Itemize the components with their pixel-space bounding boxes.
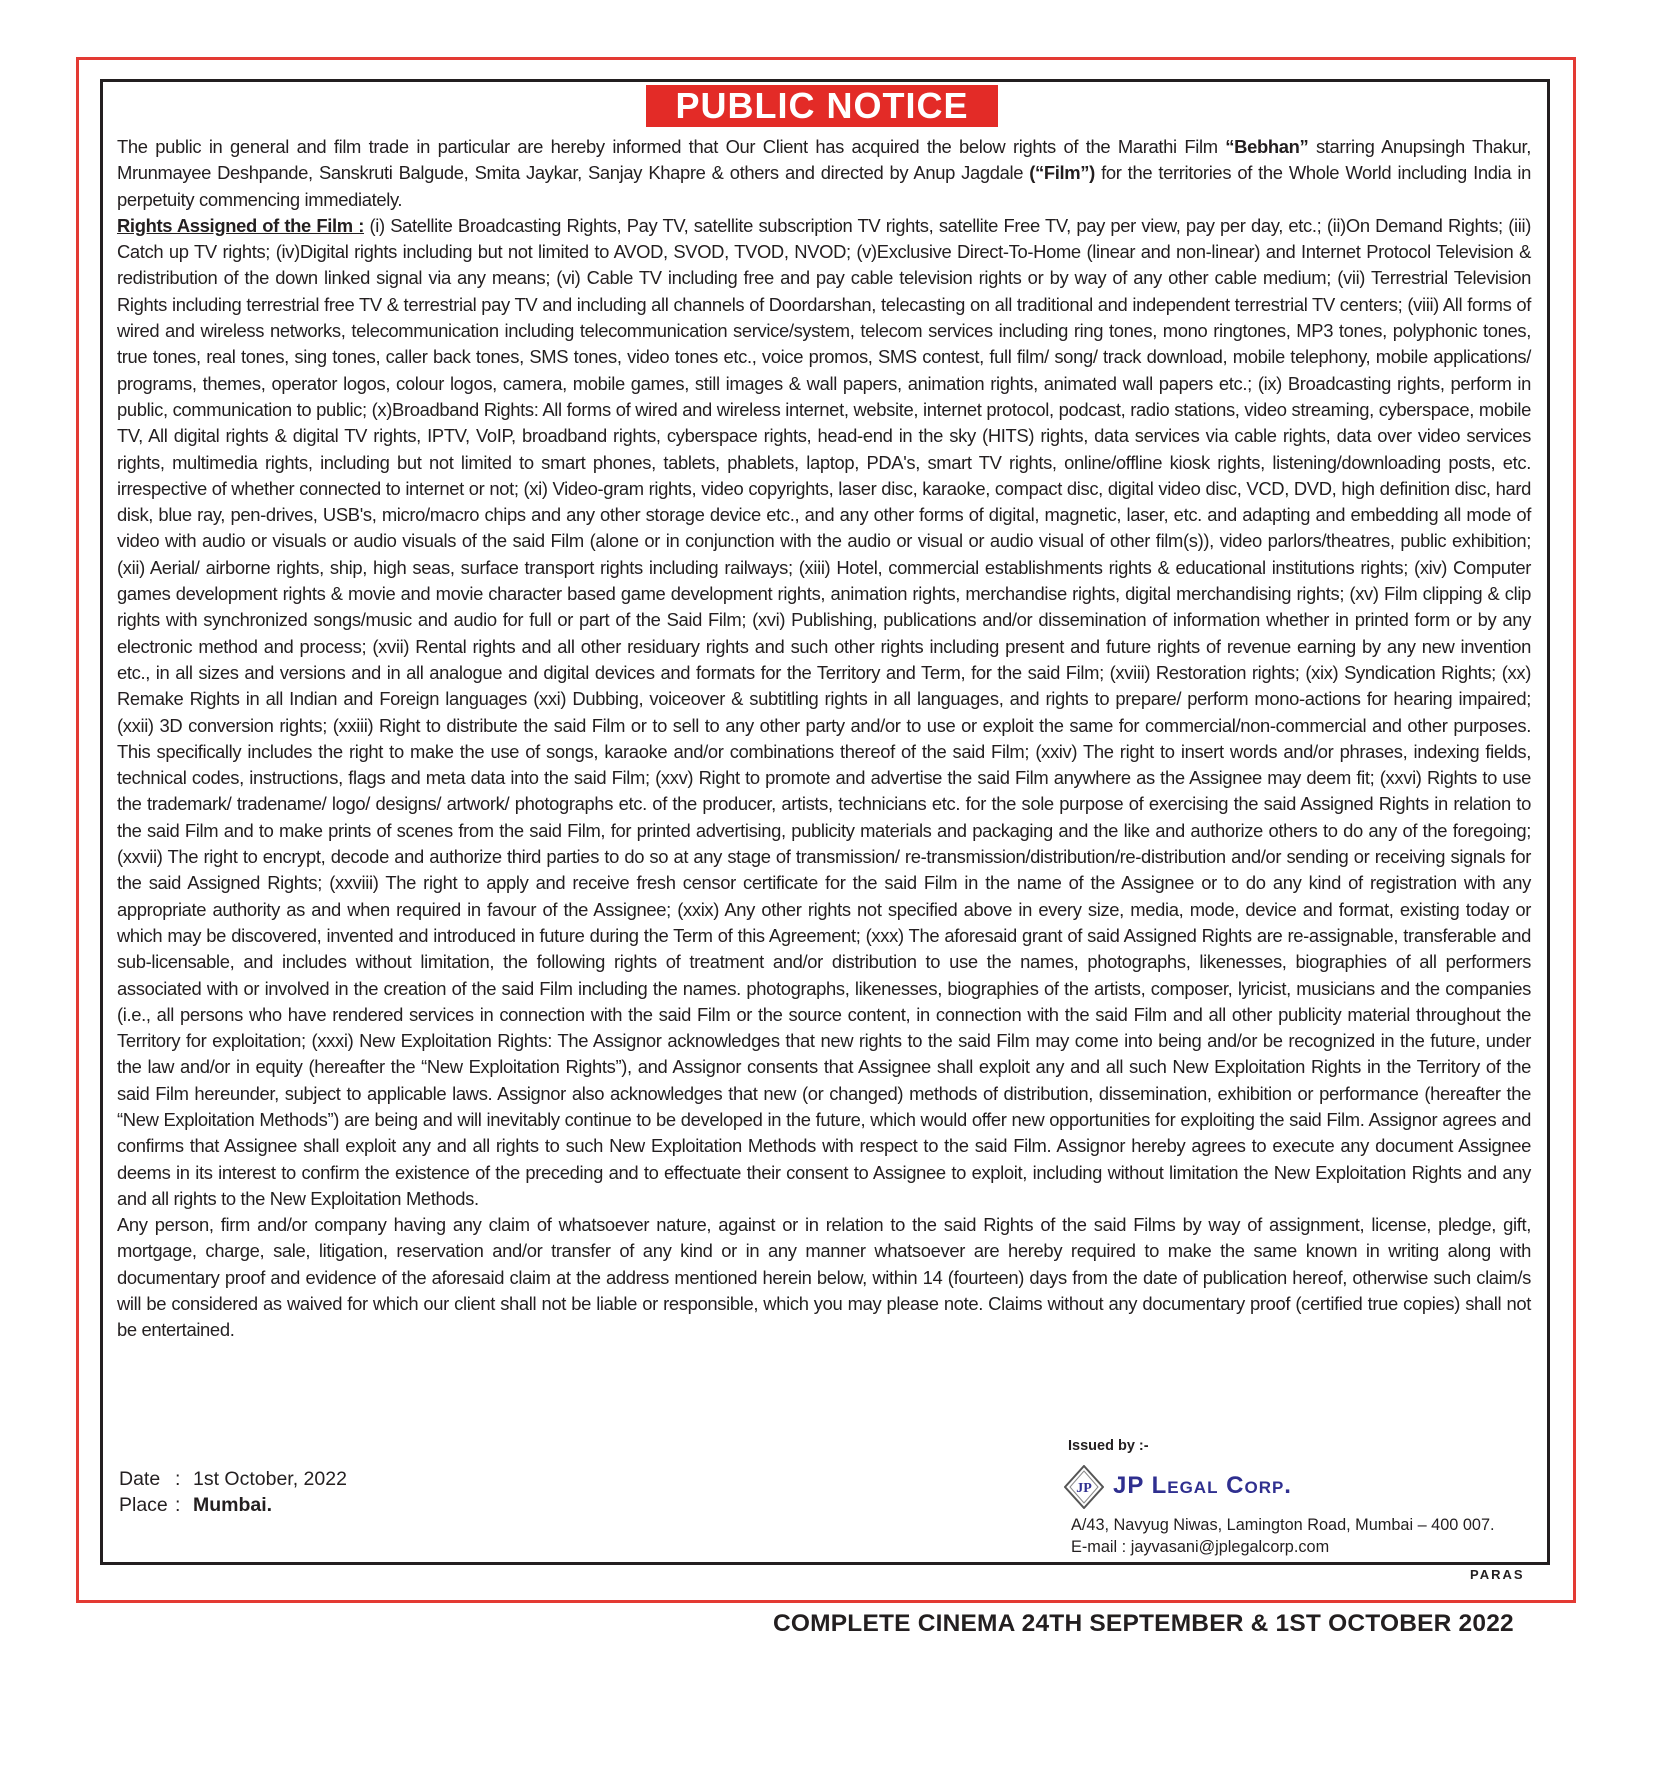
place-line: [119, 1492, 272, 1518]
rights-text: (i) Satellite Broadcasting Rights, Pay TV, satellite subscription TV rights, satellite Free TV, pay per view, pay per day, etc.; (ii)On Demand Rights; (iii) Catch up TV rights; (iv)Digital rights including but not limited to AVOD, SVOD, TVOD, NVOD; (v)Exclusive Direct-To-Home (linear and non-linear) and Internet Protocol Television & redistribution of the down linked signal via any means; (vi) Cable TV including free and pay cable television rights or by way of any other cable medium; (vii) Terrestrial Television Rights including terrestrial free TV & terrestrial pay TV and including all channels of Doordarshan, telecasting on all traditional and independent terrestrial TV centers; (viii) All forms of wired and wireless networks, telecommunication including telecommunication service/system, telecom services including ring tones, mono ringtones, MP3 tones, polyphonic tones, true tones, real tones, sing tones, caller back tones, SMS tones, video tones etc., voice promos, SMS contest, full film/ song/ track download, mobile telephony, mobile applications/ programs, themes, operator logos, colour logos, camera, mobile games, still images & wall papers, animation rights, animated wall papers etc.; (ix) Broadcasting rights, perform in public, communication to public; (x)Broadband Rights: All forms of wired and wireless internet, website, internet protocol, podcast, radio stations, video streaming, cyberspace, mobile TV, All digital rights & digital TV rights, IPTV, VoIP, broadband rights, cyberspace rights, head-end in the sky (HITS) rights, data services via cable rights, data over video services rights, multimedia rights, including but not limited to smart phones, tablets, phablets, laptop, PDA's, smart TV rights, online/offline kiosk rights, listening/downloading posts, etc. irrespective of whether connected to internet or not; (xi) Video-gram rights, video copyrights, laser disc, karaoke, compact disc, digital video disc, VCD, DVD, high definition disc, hard disk, blue ray, pen-drives, USB's, micro/macro chips and any other storage device etc., and any other forms of digital, magnetic, laser, etc. and adapting and embedding all mode of video with audio or visuals or audio visuals of the said Film (alone or in conjunction with the audio or visual or audio visual of other film(s)), video parlors/theatres, public exhibition; (xii) Aerial/ airborne rights, ship, high seas, surface transport rights including railways; (xiii) Hotel, commercial establishments rights & educational institutions rights; (xiv) Computer games development rights & movie and movie character based game development rights, animation rights, merchandise rights, digital merchandising rights; (xv) Film clipping & clip rights with synchronized songs/music and audio for full or part of the Said Film; (xvi) Publishing, publications and/or dissemination of information whether in printed form or by any electronic method and process; (xvii) Rental rights and all other residuary rights and such other rights including present and future rights of revenue earning by any new invention etc., in all sizes and versions and in all analogue and digital devices and formats for the Territory and Term, for the said Film; (xviii) Restoration rights; (xix) Syndication Rights; (xx) Remake Rights in all Indian and Foreign languages (xxi) Dubbing, voiceover & subtitling rights in all languages, and rights to prepare/ perform mono-actions for hearing impaired; (xxii) 3D conversion rights; (xxiii) Right to distribute the said Film or to sell to any other party and/or to use or exploit the same for commercial/non-commercial and other purposes. This specifically includes the right to make the use of songs, karaoke and/or combinations thereof of the said Film; (xxiv) The right to insert words and/or phrases, indexing fields, technical codes, instructions, flags and meta data into the said Film; (xxv) Right to promote and advertise the said Film anywhere as the Assignee may deem fit; (xxvi) Rights to use the trademark/ tradename/ logo/ designs/ artwork/ photographs etc. of the producer, artists, technicians etc. for the sole purpose of exercising the said Assigned Rights in relation to the said Film and to make prints of scenes from the said Film, for printed advertising, publicity materials and packaging and the like and authorize others to do any of the foregoing; (xxvii) The right to encrypt, decode and authorize third parties to do so at any stage of transmission/ re-transmission/distribution/re-distribution and/or sending or receiving signals for the said Assigned Rights; (xxviii) The right to apply and receive fresh censor certificate for the said Film in the name of the Assignee or to do any kind of registration with any appropriate authority as and when required in favour of the Assignee; (xxix) Any other rights not specified above in every size, media, mode, device and format, existing today or which may be discovered, invented and introduced in future during the Term of this Agreement; (xxx) The aforesaid grant of said Assigned Rights are re-assignable, transferable and sub-licensable, and includes without limitation, the following rights of treatment and/or distribution to use the names, photographs, likenesses, biographies of all performers associated with or involved in the creation of the said Film including the names. photographs, likenesses, biographies of the artists, composer, lyricist, musicians and the companies (i.e., all persons who have rendered services in connection with the said Film or the source content, in connection with the said Film and all other publicity material throughout the Territory for exploitation; (xxxi) New Exploitation Rights: The Assignor acknowledges that new rights to the said Film may come into being and/or be recognized in the future, under the law and/or in equity (hereafter the “New Exploitation Rights”), and Assignor consents that Assignee shall exploit any and all such New Exploitation Rights in the Territory of the said Film hereunder, subject to applicable laws. Assignor also acknowledges that new (or changed) methods of distribution, dissemination, exhibition or performance (hereafter the “New Exploitation Methods”) are being and will inevitably continue to be developed in the future, which would offer new opportunities for exploiting the said Film. Assignor agrees and confirms that Assignee shall exploit any and all rights to such New Exploitation Methods with respect to the said Film. Assignor hereby agrees to execute any document Assignee deems in its interest to confirm the existence of the preceding and to effectuate their consent to Assignee to exploit, including without limitation the New Exploitation Rights and any and all rights to the New Exploitation Methods.: [117, 214, 1531, 1209]
designer-credit: PARAS: [1470, 1567, 1525, 1582]
date-value: 1st October, 2022: [193, 1468, 347, 1490]
rights-heading: Rights Assigned of the Film :: [117, 214, 365, 236]
place-value: Mumbai.: [193, 1494, 273, 1516]
film-tag: (“Film”): [1029, 162, 1095, 184]
date-colon: :: [175, 1468, 181, 1490]
intro-paragraph: [117, 134, 1531, 213]
intro-text-3: for the territories of the Whole World including India in perpetuity commencing immediately.: [117, 162, 1531, 210]
issued-by-label: Issued by :-: [1068, 1438, 1149, 1454]
place-label: Place: [119, 1494, 168, 1516]
jp-logo-icon: [1064, 1465, 1104, 1509]
publication-footer: COMPLETE CINEMA 24TH SEPTEMBER & 1ST OCTOBER 2022: [773, 1610, 1514, 1637]
intro-text-2: starring Anupsingh Thakur, Mrunmayee Deshpande, Sanskruti Balgude, Smita Jaykar, Sanjay Khapre & others and directed by Anup Jagdale: [117, 136, 1532, 184]
notice-title: PUBLIC NOTICE: [646, 85, 998, 127]
date-line: [119, 1466, 347, 1492]
logo-letters: JP: [1076, 1481, 1092, 1496]
notice-body: [117, 134, 1531, 1344]
date-label: Date: [119, 1468, 161, 1490]
intro-text-1: The public in general and film trade in particular are hereby informed that Our Client has acquired the below rights of the Marathi Film: [117, 136, 1226, 157]
rights-paragraph: [117, 213, 1531, 1212]
firm-name: JP Legal Corp.: [1113, 1472, 1292, 1499]
film-name: “Bebhan”: [1225, 136, 1309, 157]
firm-email: E-mail : jayvasani@jplegalcorp.com: [1071, 1538, 1330, 1556]
claims-paragraph: Any person, firm and/or company having any claim of whatsoever nature, against or in relation to the said Rights of the said Films by way of assignment, license, pledge, gift, mortgage, charge, sale, litigation, reservation and/or transfer of any kind or in any manner whatsoever are hereby required to make the same known in writing along with documentary proof and evidence of the aforesaid claim at the address mentioned herein below, within 14 (fourteen) days from the date of publication hereof, otherwise such claim/s will be considered as waived for which our client shall not be liable or responsible, which you may please note. Claims without any documentary proof (certified true copies) shall not be entertained.: [117, 1214, 1531, 1341]
place-colon: :: [175, 1494, 181, 1516]
firm-address: A/43, Navyug Niwas, Lamington Road, Mumbai – 400 007.: [1071, 1516, 1495, 1534]
